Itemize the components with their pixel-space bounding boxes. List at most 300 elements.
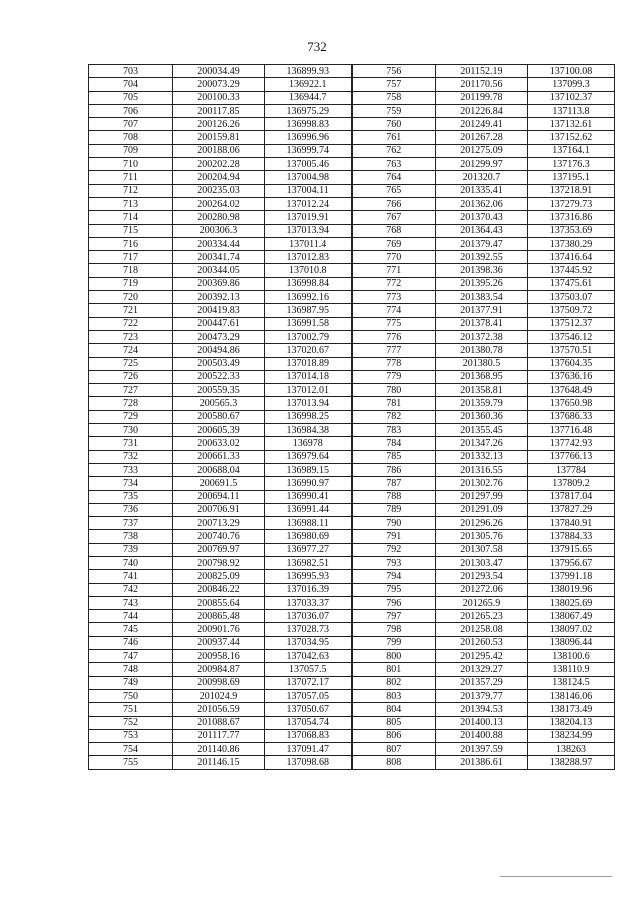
x-coordinate-cell: 201275.09 <box>436 144 528 157</box>
table-row <box>89 596 615 609</box>
table-row <box>89 158 615 171</box>
point-number-cell: 798 <box>352 623 436 636</box>
x-coordinate-cell: 200865.48 <box>173 610 265 623</box>
point-number-cell: 806 <box>352 729 436 742</box>
x-coordinate-cell: 200688.04 <box>173 463 265 476</box>
x-coordinate-cell: 201146.15 <box>173 756 265 769</box>
point-number-cell: 802 <box>352 676 436 689</box>
table-row <box>89 264 615 277</box>
x-coordinate-cell: 200334.44 <box>173 237 265 250</box>
y-coordinate-cell: 138096.44 <box>528 636 615 649</box>
table-row <box>89 663 615 676</box>
y-coordinate-cell: 137716.48 <box>528 424 615 437</box>
y-coordinate-cell: 137636.16 <box>528 370 615 383</box>
point-number-cell: 785 <box>352 450 436 463</box>
point-number-cell: 743 <box>89 596 173 609</box>
x-coordinate-cell: 201297.99 <box>436 490 528 503</box>
x-coordinate-cell: 201359.79 <box>436 397 528 410</box>
x-coordinate-cell: 201355.45 <box>436 424 528 437</box>
y-coordinate-cell: 137034.95 <box>265 636 352 649</box>
table-row <box>89 543 615 556</box>
y-coordinate-cell: 137054.74 <box>265 716 352 729</box>
y-coordinate-cell: 137915.65 <box>528 543 615 556</box>
y-coordinate-cell: 137509.72 <box>528 304 615 317</box>
point-number-cell: 788 <box>352 490 436 503</box>
point-number-cell: 741 <box>89 570 173 583</box>
point-number-cell: 731 <box>89 437 173 450</box>
y-coordinate-cell: 136996.96 <box>265 131 352 144</box>
point-number-cell: 730 <box>89 424 173 437</box>
table-row <box>89 78 615 91</box>
point-number-cell: 807 <box>352 743 436 756</box>
table-row <box>89 623 615 636</box>
table-row <box>89 610 615 623</box>
point-number-cell: 733 <box>89 463 173 476</box>
point-number-cell: 715 <box>89 224 173 237</box>
y-coordinate-cell: 136978 <box>265 437 352 450</box>
point-number-cell: 709 <box>89 144 173 157</box>
x-coordinate-cell: 200392.13 <box>173 291 265 304</box>
point-number-cell: 719 <box>89 277 173 290</box>
x-coordinate-cell: 201400.88 <box>436 729 528 742</box>
x-coordinate-cell: 201320.7 <box>436 171 528 184</box>
y-coordinate-cell: 137057.05 <box>265 689 352 702</box>
y-coordinate-cell: 136998.84 <box>265 277 352 290</box>
x-coordinate-cell: 200503.49 <box>173 357 265 370</box>
y-coordinate-cell: 136992.16 <box>265 291 352 304</box>
point-number-cell: 787 <box>352 477 436 490</box>
x-coordinate-cell: 201357.29 <box>436 676 528 689</box>
point-number-cell: 786 <box>352 463 436 476</box>
table-row <box>89 397 615 410</box>
y-coordinate-cell: 137004.98 <box>265 171 352 184</box>
point-number-cell: 712 <box>89 184 173 197</box>
x-coordinate-cell: 200034.49 <box>173 65 265 78</box>
x-coordinate-cell: 200694.11 <box>173 490 265 503</box>
point-number-cell: 747 <box>89 650 173 663</box>
y-coordinate-cell: 137012.24 <box>265 197 352 210</box>
point-number-cell: 720 <box>89 291 173 304</box>
x-coordinate-cell: 201307.58 <box>436 543 528 556</box>
x-coordinate-cell: 200740.76 <box>173 530 265 543</box>
x-coordinate-cell: 201380.78 <box>436 344 528 357</box>
point-number-cell: 742 <box>89 583 173 596</box>
y-coordinate-cell: 137686.33 <box>528 410 615 423</box>
x-coordinate-cell: 200344.05 <box>173 264 265 277</box>
x-coordinate-cell: 201267.28 <box>436 131 528 144</box>
x-coordinate-cell: 201299.97 <box>436 158 528 171</box>
point-number-cell: 753 <box>89 729 173 742</box>
x-coordinate-cell: 200855.64 <box>173 596 265 609</box>
x-coordinate-cell: 200494.86 <box>173 344 265 357</box>
y-coordinate-cell: 137475.61 <box>528 277 615 290</box>
point-number-cell: 795 <box>352 583 436 596</box>
y-coordinate-cell: 136990.97 <box>265 477 352 490</box>
x-coordinate-cell: 200706.91 <box>173 503 265 516</box>
x-coordinate-cell: 201364.43 <box>436 224 528 237</box>
y-coordinate-cell: 137050.67 <box>265 703 352 716</box>
x-coordinate-cell: 200958.16 <box>173 650 265 663</box>
table-row <box>89 251 615 264</box>
x-coordinate-cell: 200447.61 <box>173 317 265 330</box>
x-coordinate-cell: 201140.86 <box>173 743 265 756</box>
point-number-cell: 755 <box>89 756 173 769</box>
y-coordinate-cell: 136988.11 <box>265 517 352 530</box>
y-coordinate-cell: 137091.47 <box>265 743 352 756</box>
point-number-cell: 796 <box>352 596 436 609</box>
table-row <box>89 503 615 516</box>
x-coordinate-cell: 201370.43 <box>436 211 528 224</box>
point-number-cell: 771 <box>352 264 436 277</box>
point-number-cell: 727 <box>89 384 173 397</box>
x-coordinate-cell: 200369.86 <box>173 277 265 290</box>
point-number-cell: 777 <box>352 344 436 357</box>
x-coordinate-cell: 201249.41 <box>436 118 528 131</box>
x-coordinate-cell: 201400.13 <box>436 716 528 729</box>
x-coordinate-cell: 200605.39 <box>173 424 265 437</box>
y-coordinate-cell: 137013.94 <box>265 397 352 410</box>
x-coordinate-cell: 200188.06 <box>173 144 265 157</box>
y-coordinate-cell: 137512.37 <box>528 317 615 330</box>
x-coordinate-cell: 200264.02 <box>173 197 265 210</box>
point-number-cell: 707 <box>89 118 173 131</box>
point-number-cell: 708 <box>89 131 173 144</box>
point-number-cell: 746 <box>89 636 173 649</box>
point-number-cell: 728 <box>89 397 173 410</box>
table-row <box>89 237 615 250</box>
y-coordinate-cell: 138124.5 <box>528 676 615 689</box>
point-number-cell: 768 <box>352 224 436 237</box>
footer-rule <box>500 876 612 877</box>
point-number-cell: 770 <box>352 251 436 264</box>
x-coordinate-cell: 201088.67 <box>173 716 265 729</box>
x-coordinate-cell: 201329.27 <box>436 663 528 676</box>
table-row <box>89 477 615 490</box>
y-coordinate-cell: 136990.41 <box>265 490 352 503</box>
point-number-cell: 740 <box>89 556 173 569</box>
table-row <box>89 171 615 184</box>
point-number-cell: 782 <box>352 410 436 423</box>
x-coordinate-cell: 201024.9 <box>173 689 265 702</box>
y-coordinate-cell: 137016.39 <box>265 583 352 596</box>
point-number-cell: 794 <box>352 570 436 583</box>
point-number-cell: 778 <box>352 357 436 370</box>
y-coordinate-cell: 137218.91 <box>528 184 615 197</box>
x-coordinate-cell: 200846.22 <box>173 583 265 596</box>
x-coordinate-cell: 201117.77 <box>173 729 265 742</box>
y-coordinate-cell: 136944.7 <box>265 91 352 104</box>
point-number-cell: 792 <box>352 543 436 556</box>
y-coordinate-cell: 137827.29 <box>528 503 615 516</box>
y-coordinate-cell: 136999.74 <box>265 144 352 157</box>
point-number-cell: 775 <box>352 317 436 330</box>
table-row <box>89 357 615 370</box>
table-row <box>89 91 615 104</box>
y-coordinate-cell: 138025.69 <box>528 596 615 609</box>
x-coordinate-cell: 201386.61 <box>436 756 528 769</box>
y-coordinate-cell: 136975.29 <box>265 104 352 117</box>
x-coordinate-cell: 200998.69 <box>173 676 265 689</box>
x-coordinate-cell: 201392.55 <box>436 251 528 264</box>
y-coordinate-cell: 137099.3 <box>528 78 615 91</box>
y-coordinate-cell: 137012.01 <box>265 384 352 397</box>
point-number-cell: 772 <box>352 277 436 290</box>
point-number-cell: 752 <box>89 716 173 729</box>
table-row <box>89 65 615 78</box>
coordinates-table <box>88 64 615 770</box>
y-coordinate-cell: 137005.46 <box>265 158 352 171</box>
x-coordinate-cell: 201152.19 <box>436 65 528 78</box>
y-coordinate-cell: 138234.99 <box>528 729 615 742</box>
table-row <box>89 463 615 476</box>
x-coordinate-cell: 201056.59 <box>173 703 265 716</box>
point-number-cell: 723 <box>89 330 173 343</box>
y-coordinate-cell: 137809.2 <box>528 477 615 490</box>
x-coordinate-cell: 200473.29 <box>173 330 265 343</box>
y-coordinate-cell: 138263 <box>528 743 615 756</box>
point-number-cell: 714 <box>89 211 173 224</box>
y-coordinate-cell: 137098.68 <box>265 756 352 769</box>
point-number-cell: 780 <box>352 384 436 397</box>
x-coordinate-cell: 201316.55 <box>436 463 528 476</box>
y-coordinate-cell: 137057.5 <box>265 663 352 676</box>
y-coordinate-cell: 137004.11 <box>265 184 352 197</box>
point-number-cell: 805 <box>352 716 436 729</box>
y-coordinate-cell: 137503.07 <box>528 291 615 304</box>
y-coordinate-cell: 137132.61 <box>528 118 615 131</box>
point-number-cell: 704 <box>89 78 173 91</box>
y-coordinate-cell: 136987.95 <box>265 304 352 317</box>
y-coordinate-cell: 137113.8 <box>528 104 615 117</box>
point-number-cell: 789 <box>352 503 436 516</box>
point-number-cell: 749 <box>89 676 173 689</box>
table-row <box>89 224 615 237</box>
table-row <box>89 583 615 596</box>
point-number-cell: 732 <box>89 450 173 463</box>
x-coordinate-cell: 200937.44 <box>173 636 265 649</box>
point-number-cell: 724 <box>89 344 173 357</box>
y-coordinate-cell: 137036.07 <box>265 610 352 623</box>
table-row <box>89 756 615 769</box>
x-coordinate-cell: 200559.35 <box>173 384 265 397</box>
x-coordinate-cell: 200522.33 <box>173 370 265 383</box>
table-row <box>89 517 615 530</box>
y-coordinate-cell: 137353.69 <box>528 224 615 237</box>
x-coordinate-cell: 201295.42 <box>436 650 528 663</box>
x-coordinate-cell: 201398.36 <box>436 264 528 277</box>
y-coordinate-cell: 137100.08 <box>528 65 615 78</box>
y-coordinate-cell: 138173.49 <box>528 703 615 716</box>
point-number-cell: 760 <box>352 118 436 131</box>
x-coordinate-cell: 200825.09 <box>173 570 265 583</box>
y-coordinate-cell: 137033.37 <box>265 596 352 609</box>
point-number-cell: 757 <box>352 78 436 91</box>
x-coordinate-cell: 201272.06 <box>436 583 528 596</box>
point-number-cell: 797 <box>352 610 436 623</box>
x-coordinate-cell: 200341.74 <box>173 251 265 264</box>
y-coordinate-cell: 136977.27 <box>265 543 352 556</box>
point-number-cell: 750 <box>89 689 173 702</box>
x-coordinate-cell: 200280.98 <box>173 211 265 224</box>
point-number-cell: 718 <box>89 264 173 277</box>
x-coordinate-cell: 201265.23 <box>436 610 528 623</box>
y-coordinate-cell: 138204.13 <box>528 716 615 729</box>
point-number-cell: 721 <box>89 304 173 317</box>
table-row <box>89 144 615 157</box>
x-coordinate-cell: 200419.83 <box>173 304 265 317</box>
y-coordinate-cell: 138100.6 <box>528 650 615 663</box>
table-row <box>89 384 615 397</box>
y-coordinate-cell: 137884.33 <box>528 530 615 543</box>
table-row <box>89 118 615 131</box>
point-number-cell: 751 <box>89 703 173 716</box>
table-row <box>89 689 615 702</box>
point-number-cell: 713 <box>89 197 173 210</box>
y-coordinate-cell: 136998.25 <box>265 410 352 423</box>
point-number-cell: 801 <box>352 663 436 676</box>
table-row <box>89 317 615 330</box>
y-coordinate-cell: 138288.97 <box>528 756 615 769</box>
point-number-cell: 754 <box>89 743 173 756</box>
x-coordinate-cell: 200073.29 <box>173 78 265 91</box>
x-coordinate-cell: 200984.87 <box>173 663 265 676</box>
point-number-cell: 793 <box>352 556 436 569</box>
x-coordinate-cell: 201260.53 <box>436 636 528 649</box>
y-coordinate-cell: 137010.8 <box>265 264 352 277</box>
y-coordinate-cell: 136991.58 <box>265 317 352 330</box>
x-coordinate-cell: 201397.59 <box>436 743 528 756</box>
y-coordinate-cell: 136922.1 <box>265 78 352 91</box>
y-coordinate-cell: 136980.69 <box>265 530 352 543</box>
table-row <box>89 650 615 663</box>
table-row <box>89 743 615 756</box>
point-number-cell: 705 <box>89 91 173 104</box>
x-coordinate-cell: 201335.41 <box>436 184 528 197</box>
point-number-cell: 729 <box>89 410 173 423</box>
point-number-cell: 716 <box>89 237 173 250</box>
point-number-cell: 783 <box>352 424 436 437</box>
x-coordinate-cell: 201332.13 <box>436 450 528 463</box>
point-number-cell: 737 <box>89 517 173 530</box>
point-number-cell: 759 <box>352 104 436 117</box>
x-coordinate-cell: 200661.33 <box>173 450 265 463</box>
x-coordinate-cell: 200769.97 <box>173 543 265 556</box>
y-coordinate-cell: 137019.91 <box>265 211 352 224</box>
y-coordinate-cell: 137840.91 <box>528 517 615 530</box>
point-number-cell: 766 <box>352 197 436 210</box>
point-number-cell: 744 <box>89 610 173 623</box>
point-number-cell: 784 <box>352 437 436 450</box>
y-coordinate-cell: 137014.18 <box>265 370 352 383</box>
x-coordinate-cell: 200204.94 <box>173 171 265 184</box>
y-coordinate-cell: 137020.67 <box>265 344 352 357</box>
y-coordinate-cell: 137102.37 <box>528 91 615 104</box>
point-number-cell: 717 <box>89 251 173 264</box>
x-coordinate-cell: 200691.5 <box>173 477 265 490</box>
point-number-cell: 736 <box>89 503 173 516</box>
table-row <box>89 490 615 503</box>
y-coordinate-cell: 138097.02 <box>528 623 615 636</box>
y-coordinate-cell: 137013.94 <box>265 224 352 237</box>
y-coordinate-cell: 136984.38 <box>265 424 352 437</box>
point-number-cell: 758 <box>352 91 436 104</box>
y-coordinate-cell: 137195.1 <box>528 171 615 184</box>
table-row <box>89 570 615 583</box>
y-coordinate-cell: 137279.73 <box>528 197 615 210</box>
point-number-cell: 711 <box>89 171 173 184</box>
y-coordinate-cell: 137072.17 <box>265 676 352 689</box>
point-number-cell: 725 <box>89 357 173 370</box>
point-number-cell: 773 <box>352 291 436 304</box>
point-number-cell: 722 <box>89 317 173 330</box>
x-coordinate-cell: 201372.38 <box>436 330 528 343</box>
table-row <box>89 450 615 463</box>
point-number-cell: 803 <box>352 689 436 702</box>
x-coordinate-cell: 201378.41 <box>436 317 528 330</box>
x-coordinate-cell: 201360.36 <box>436 410 528 423</box>
point-number-cell: 790 <box>352 517 436 530</box>
y-coordinate-cell: 138110.9 <box>528 663 615 676</box>
point-number-cell: 799 <box>352 636 436 649</box>
y-coordinate-cell: 136979.64 <box>265 450 352 463</box>
x-coordinate-cell: 201394.53 <box>436 703 528 716</box>
x-coordinate-cell: 200100.33 <box>173 91 265 104</box>
x-coordinate-cell: 200126.26 <box>173 118 265 131</box>
point-number-cell: 765 <box>352 184 436 197</box>
x-coordinate-cell: 201379.47 <box>436 237 528 250</box>
y-coordinate-cell: 137176.3 <box>528 158 615 171</box>
table-row <box>89 291 615 304</box>
x-coordinate-cell: 201303.47 <box>436 556 528 569</box>
x-coordinate-cell: 201379.77 <box>436 689 528 702</box>
x-coordinate-cell: 201380.5 <box>436 357 528 370</box>
y-coordinate-cell: 136991.44 <box>265 503 352 516</box>
x-coordinate-cell: 201291.09 <box>436 503 528 516</box>
y-coordinate-cell: 137416.64 <box>528 251 615 264</box>
x-coordinate-cell: 200713.29 <box>173 517 265 530</box>
table-row <box>89 676 615 689</box>
x-coordinate-cell: 200565.3 <box>173 397 265 410</box>
table-row <box>89 716 615 729</box>
point-number-cell: 776 <box>352 330 436 343</box>
table-row <box>89 304 615 317</box>
y-coordinate-cell: 137002.79 <box>265 330 352 343</box>
point-number-cell: 774 <box>352 304 436 317</box>
y-coordinate-cell: 138146.06 <box>528 689 615 702</box>
x-coordinate-cell: 201293.54 <box>436 570 528 583</box>
table-row <box>89 437 615 450</box>
table-row <box>89 703 615 716</box>
point-number-cell: 706 <box>89 104 173 117</box>
x-coordinate-cell: 200202.28 <box>173 158 265 171</box>
x-coordinate-cell: 200580.67 <box>173 410 265 423</box>
table-row <box>89 636 615 649</box>
table-row <box>89 556 615 569</box>
x-coordinate-cell: 201170.56 <box>436 78 528 91</box>
point-number-cell: 738 <box>89 530 173 543</box>
table-row <box>89 197 615 210</box>
x-coordinate-cell: 201199.78 <box>436 91 528 104</box>
table-row <box>89 104 615 117</box>
y-coordinate-cell: 137152.62 <box>528 131 615 144</box>
point-number-cell: 703 <box>89 65 173 78</box>
table-row <box>89 131 615 144</box>
point-number-cell: 748 <box>89 663 173 676</box>
y-coordinate-cell: 136998.83 <box>265 118 352 131</box>
y-coordinate-cell: 137650.98 <box>528 397 615 410</box>
point-number-cell: 769 <box>352 237 436 250</box>
y-coordinate-cell: 137817.04 <box>528 490 615 503</box>
